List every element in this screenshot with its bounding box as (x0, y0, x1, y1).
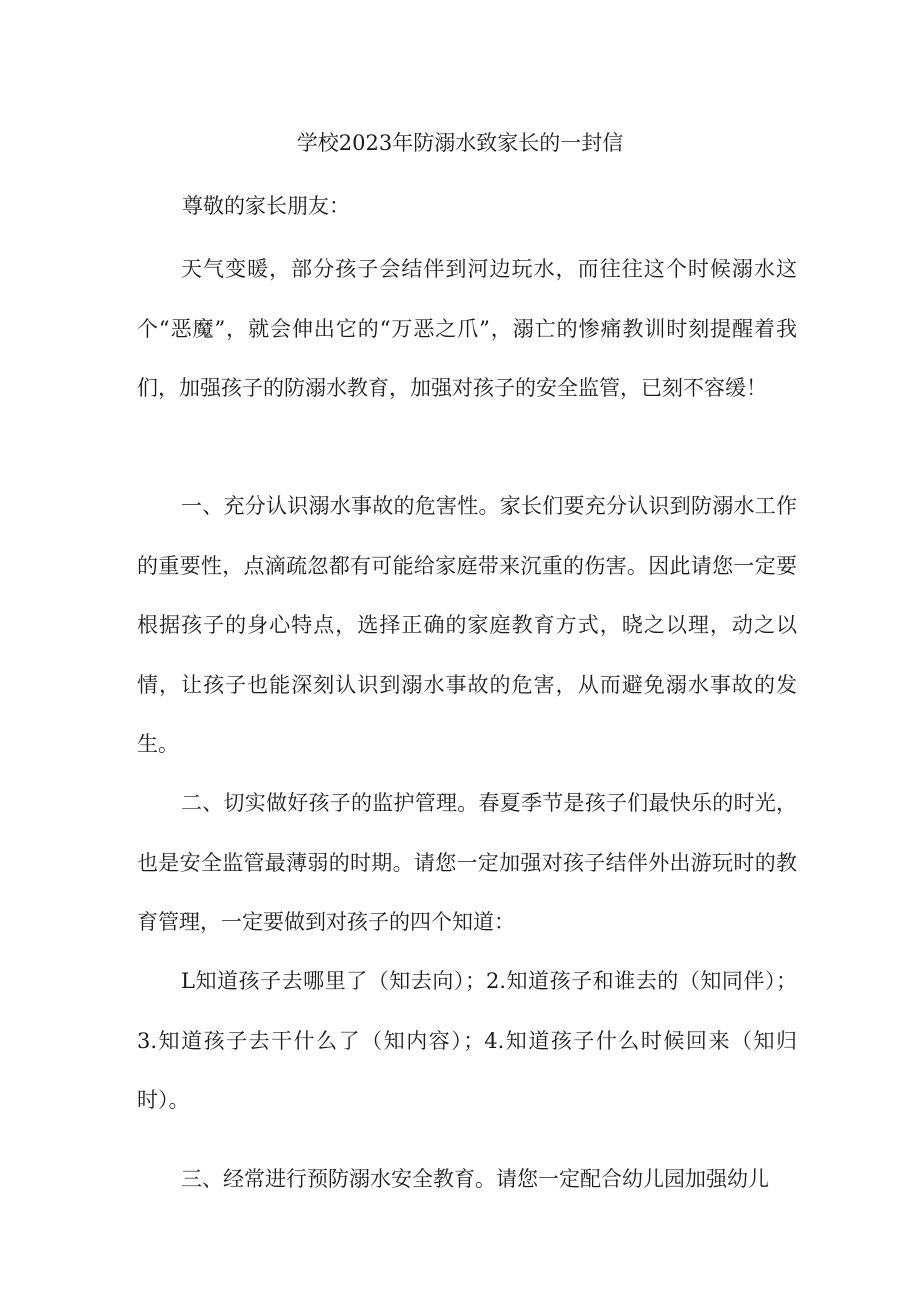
paragraph-section-1: 一、充分认识溺水事故的危害性。家长们要充分认识到防溺水工作的重要性，点滴疏忽都有可能给家庭带来沉重的伤害。因此请您一定要根据孩子的身心特点，选择正确的家庭教育方式，晓之以理，动之以情，让孩子也能深刻认识到溺水事故的危害，从而避免溺水事故的发生。 (137, 494, 797, 756)
paragraph-four-knows: L知道孩子去哪里了（知去向）；2.知道孩子和谁去的（知同伴）；3.知道孩子去干什么了（知内容）；4.知道孩子什么时候回来（知归时）。 (137, 969, 797, 1112)
paragraph-section-3: 三、经常进行预防溺水安全教育。请您一定配合幼儿园加强幼儿 (181, 1167, 769, 1191)
paragraph-section-2: 二、切实做好孩子的监护管理。春夏季节是孩子们最快乐的时光，也是安全监管最薄弱的时期。请您一定加强对孩子结伴外出游玩时的教育管理，一定要做到对孩子的四个知道： (137, 791, 797, 934)
document-title: 学校2023年防溺水致家长的一封信 (296, 131, 624, 155)
salutation: 尊敬的家长朋友： (182, 194, 350, 218)
paragraph-intro: 天气变暖，部分孩子会结伴到河边玩水，而往往这个时候溺水这个“恶魔”，就会伸出它的“万恶之爪”，溺亡的惨痛教训时刻提醒着我们，加强孩子的防溺水教育，加强对孩子的安全监管，已刻不容缓！ (137, 257, 797, 400)
